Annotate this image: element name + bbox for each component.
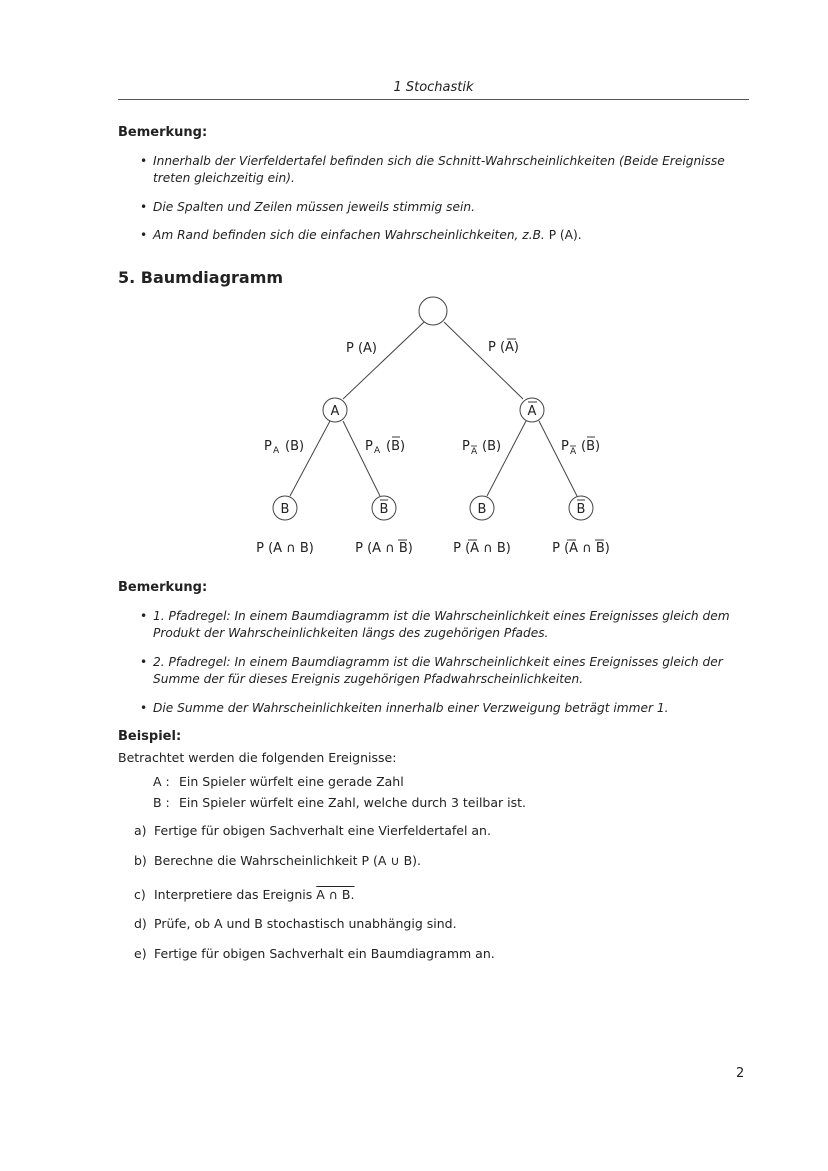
svg-text:P: P: [561, 439, 569, 454]
edge-label: [365, 439, 405, 456]
task-text: Fertige für obigen Sachverhalt ein Baumdiagramm an.: [154, 946, 495, 961]
bullet-text: Am Rand befinden sich die einfachen Wahrscheinlichkeiten, z.B.: [153, 228, 545, 242]
edge-label: P (A): [488, 340, 520, 355]
svg-text:P: P: [365, 439, 373, 454]
svg-text:A: A: [273, 446, 280, 456]
list-item: [140, 700, 750, 717]
task-item: [134, 887, 354, 902]
tree-edge: [290, 421, 330, 496]
task-math: P (A ∪ B).: [361, 853, 421, 868]
node-label: A: [527, 404, 537, 419]
tree-edge: [487, 421, 526, 496]
task-text: Interpretiere das Ereignis: [154, 887, 313, 902]
node-label: B: [576, 502, 586, 517]
task-item: [134, 853, 421, 868]
event-text: Ein Spieler würfelt eine Zahl, welche durch 3 teilbar ist.: [179, 795, 526, 810]
tree-edge: [444, 322, 523, 399]
tree-edge: [539, 421, 577, 496]
bullet-text: Die Spalten und Zeilen müssen jeweils stimmig sein.: [153, 200, 475, 214]
node-label: B: [477, 502, 487, 517]
edge-label: [561, 439, 600, 457]
task-label: e): [134, 946, 147, 961]
running-head: 1 Stochastik: [393, 80, 474, 95]
remark-heading-2: Bemerkung:: [118, 580, 208, 595]
edge-label: [462, 439, 501, 457]
task-math: A ∩ B.: [316, 887, 355, 902]
section-title: 5. Baumdiagramm: [118, 268, 284, 287]
task-label: a): [134, 823, 147, 838]
event-label: B :: [153, 795, 170, 810]
svg-text:(B): (B): [581, 439, 601, 454]
page-number: 2: [736, 1066, 745, 1081]
task-text: Fertige für obigen Sachverhalt eine Vierfeldertafel an.: [154, 823, 491, 838]
example-intro: Betrachtet werden die folgenden Ereignisse:: [118, 750, 397, 765]
svg-text:(B): (B): [386, 439, 406, 454]
svg-text:A: A: [570, 447, 577, 457]
bullet-text: Die Summe der Wahrscheinlichkeiten innerhalb einer Verzweigung beträgt immer 1.: [153, 701, 669, 715]
edge-label: P (A): [346, 341, 378, 356]
svg-text:A: A: [374, 446, 381, 456]
path-result: P (A ∩ B): [552, 541, 610, 556]
tree-root-node: [419, 297, 447, 325]
tree-edge: [343, 421, 380, 496]
path-result: P (A ∩ B): [355, 541, 413, 556]
bullet-text: Innerhalb der Vierfeldertafel befinden sich die Schnitt-Wahrscheinlichkeiten (Beide Ereignisse treten gleichzeitig ein).: [153, 154, 725, 185]
task-item: [134, 823, 491, 838]
node-label: A: [330, 404, 340, 419]
node-label: B: [280, 502, 290, 517]
path-result: P (A ∩ B): [453, 541, 511, 556]
example-heading: Beispiel:: [118, 729, 182, 744]
task-text: Berechne die Wahrscheinlichkeit: [154, 853, 358, 868]
event-label: A :: [153, 774, 170, 789]
task-item: [134, 946, 495, 961]
task-label: b): [134, 853, 147, 868]
event-text: Ein Spieler würfelt eine gerade Zahl: [179, 774, 404, 789]
task-label: d): [134, 916, 147, 931]
svg-text:P: P: [264, 439, 272, 454]
remark-heading-1: Bemerkung:: [118, 125, 208, 140]
remark-list-2: [140, 608, 750, 729]
bullet-text: 2. Pfadregel: In einem Baumdiagramm ist die Wahrscheinlichkeit eines Ereignisses gleich der Summe der für dieses Ereignis zugehörigen Pfadwahrscheinlichkeiten.: [153, 655, 723, 686]
task-text: Prüfe, ob A und B stochastisch unabhängig sind.: [154, 916, 457, 931]
task-label: c): [134, 887, 146, 902]
event-item: [153, 795, 526, 810]
svg-text:A: A: [471, 447, 478, 457]
task-item: [134, 916, 457, 931]
path-result: P (A ∩ B): [256, 541, 314, 556]
event-item: [153, 774, 404, 789]
node-label: B: [379, 502, 389, 517]
tree-edge: [343, 322, 424, 399]
list-item: [140, 654, 750, 688]
bullet-math: P (A).: [548, 228, 582, 242]
list-item: [140, 608, 750, 642]
bullet-text: 1. Pfadregel: In einem Baumdiagramm ist die Wahrscheinlichkeit eines Ereignisses gleich dem Produkt der Wahrscheinlichkeiten längs des zugehörigen Pfades.: [153, 609, 730, 640]
svg-text:(B): (B): [285, 439, 305, 454]
svg-text:(B): (B): [482, 439, 502, 454]
svg-text:P: P: [462, 439, 470, 454]
edge-label: [264, 439, 304, 456]
tree-diagram: [0, 0, 828, 580]
